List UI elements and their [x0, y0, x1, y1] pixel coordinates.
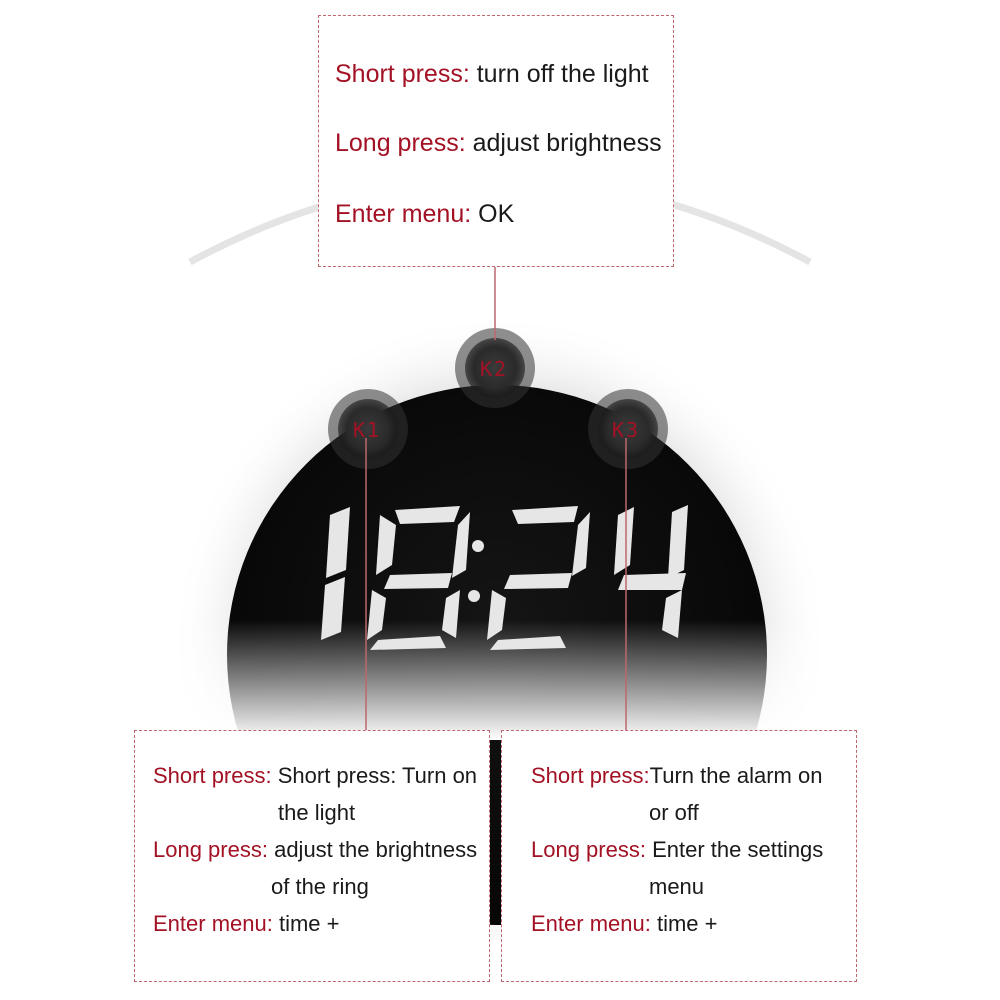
- k3-long-label: Long press:: [531, 837, 646, 862]
- k1-menu-text: time +: [272, 911, 340, 936]
- k1-short-text-2: the light: [278, 800, 356, 825]
- k2-long-row: [335, 129, 662, 158]
- k3-short-label: Short press:: [531, 763, 650, 788]
- k3-long-row: [531, 837, 823, 863]
- k3-menu-text: time +: [650, 911, 718, 936]
- k2-menu-label: Enter menu:: [335, 200, 472, 228]
- callout-k1: [134, 730, 490, 982]
- k3-long-text: Enter the settings: [645, 837, 824, 862]
- k2-menu-row: [335, 200, 514, 229]
- button-label-k1: K1: [353, 418, 382, 442]
- k1-short-label: Short press:: [153, 763, 272, 788]
- callout-k2: [318, 15, 674, 267]
- k1-long-text: adjust the brightness: [267, 837, 478, 862]
- k3-short-text: Turn the alarm on: [649, 763, 823, 788]
- k1-short-row: [153, 763, 477, 789]
- k2-menu-text: OK: [471, 200, 515, 228]
- k3-short-row: [531, 763, 822, 789]
- callout-k3: [501, 730, 857, 982]
- k1-long-row: [153, 837, 477, 863]
- k1-long-text-2: of the ring: [271, 874, 369, 899]
- k1-menu-row: [153, 911, 339, 937]
- k1-long-label: Long press:: [153, 837, 268, 862]
- k2-short-text: turn off the light: [469, 60, 649, 88]
- time-text: [330, 505, 690, 650]
- k1-short-text: Short press: Turn on: [271, 763, 478, 788]
- k3-long-text-2: menu: [649, 874, 705, 899]
- k2-short-row: [335, 60, 649, 89]
- button-label-k3: K3: [612, 418, 641, 442]
- k2-short-label: Short press:: [335, 60, 470, 88]
- k2-long-text: adjust brightness: [465, 129, 662, 157]
- k1-menu-label: Enter menu:: [153, 911, 273, 936]
- button-label-k2: K2: [480, 357, 509, 381]
- k3-menu-label: Enter menu:: [531, 911, 651, 936]
- k3-short-text-2: or off: [649, 800, 699, 825]
- k2-long-label: Long press:: [335, 129, 466, 157]
- k3-menu-row: [531, 911, 717, 937]
